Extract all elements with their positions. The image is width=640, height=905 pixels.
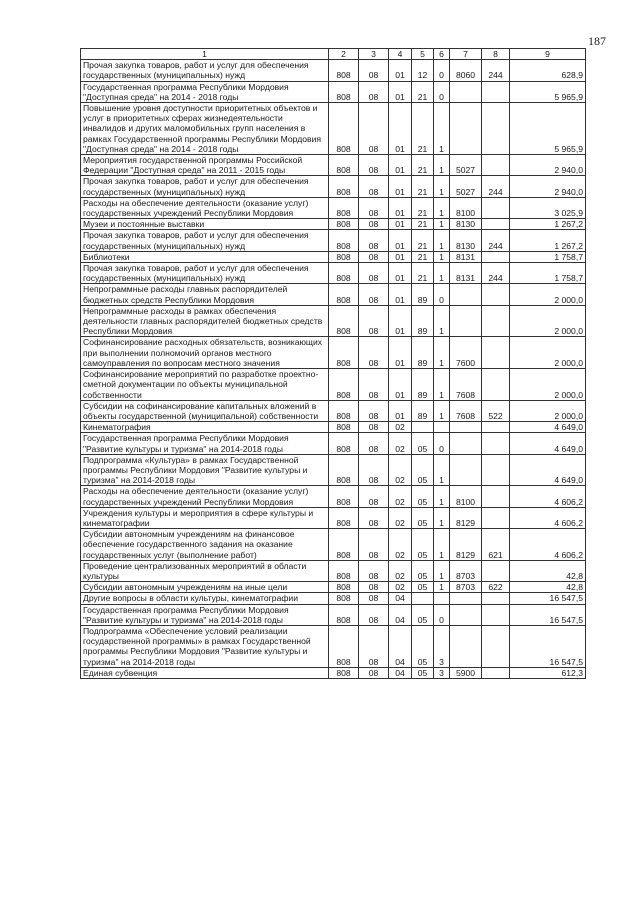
- subsection-code: 01: [389, 197, 412, 218]
- table-row: [81, 263, 586, 284]
- ministry-code: 808: [329, 176, 359, 197]
- ministry-code: 808: [329, 337, 359, 369]
- section-code: 08: [359, 103, 389, 155]
- expense-code: 8100: [450, 486, 482, 507]
- program-code: 05: [412, 454, 434, 486]
- expense-type-code: [482, 103, 510, 155]
- expense-type-code: 244: [482, 176, 510, 197]
- program-code: 05: [412, 582, 434, 593]
- page-number: 187: [588, 34, 606, 48]
- subprogram-code: 1: [434, 454, 450, 486]
- ministry-code: 808: [329, 486, 359, 507]
- row-name: Государственная программа Республики Мордовия "Доступная среда" на 2014 - 2018 годы: [81, 81, 329, 102]
- amount: 42,8: [510, 560, 586, 581]
- table-row: [81, 560, 586, 581]
- row-name: Мероприятия государственной программы Российской Федерации "Доступная среда" на 2011 - 2015 годы: [81, 155, 329, 176]
- section-code: 08: [359, 305, 389, 337]
- expense-code: 8100: [450, 197, 482, 218]
- amount: 16 547,5: [510, 593, 586, 604]
- ministry-code: 808: [329, 529, 359, 561]
- subprogram-code: 1: [434, 507, 450, 528]
- ministry-code: 808: [329, 230, 359, 251]
- section-code: 08: [359, 251, 389, 262]
- expense-type-code: [482, 667, 510, 678]
- program-code: 05: [412, 433, 434, 454]
- section-code: 08: [359, 284, 389, 305]
- program-code: 05: [412, 667, 434, 678]
- expense-code: 8703: [450, 582, 482, 593]
- section-code: 08: [359, 433, 389, 454]
- subsection-code: 04: [389, 625, 412, 667]
- column-header: 1: [81, 49, 329, 60]
- row-name: Прочая закупка товаров, работ и услуг для обеспечения государственных (муниципальных) нужд: [81, 263, 329, 284]
- ministry-code: 808: [329, 400, 359, 421]
- subprogram-code: 1: [434, 529, 450, 561]
- subprogram-code: [434, 593, 450, 604]
- amount: 5 965,9: [510, 103, 586, 155]
- ministry-code: 808: [329, 60, 359, 81]
- program-code: 21: [412, 197, 434, 218]
- subprogram-code: 1: [434, 219, 450, 230]
- expense-code: 5027: [450, 155, 482, 176]
- ministry-code: 808: [329, 219, 359, 230]
- table-body: [81, 60, 586, 679]
- expense-code: 7608: [450, 400, 482, 421]
- subsection-code: 02: [389, 529, 412, 561]
- subprogram-code: 1: [434, 230, 450, 251]
- row-name: Субсидии автономным учреждениям на финансовое обеспечение государственного задания на оказание государственных услуг (выполнение работ): [81, 529, 329, 561]
- amount: 1 758,7: [510, 263, 586, 284]
- ministry-code: 808: [329, 369, 359, 401]
- subsection-code: 02: [389, 454, 412, 486]
- section-code: 08: [359, 625, 389, 667]
- subsection-code: 01: [389, 81, 412, 102]
- row-name: Прочая закупка товаров, работ и услуг для обеспечения государственных (муниципальных) нужд: [81, 60, 329, 81]
- table-row: [81, 103, 586, 155]
- expense-type-code: [482, 337, 510, 369]
- table-row: [81, 529, 586, 561]
- ministry-code: 808: [329, 305, 359, 337]
- expense-type-code: [482, 219, 510, 230]
- ministry-code: 808: [329, 284, 359, 305]
- row-name: Софинансирование мероприятий по разработке проектно-сметной документации по объекты муниципальной собственности: [81, 369, 329, 401]
- expense-code: 8130: [450, 230, 482, 251]
- table-row: [81, 81, 586, 102]
- subprogram-code: 1: [434, 197, 450, 218]
- column-header: 6: [434, 49, 450, 60]
- subprogram-code: 0: [434, 604, 450, 625]
- expense-code: 8060: [450, 60, 482, 81]
- table-row: [81, 219, 586, 230]
- expense-code: 7608: [450, 369, 482, 401]
- amount: 2 000,0: [510, 337, 586, 369]
- section-code: 08: [359, 337, 389, 369]
- table-row: [81, 400, 586, 421]
- subprogram-code: 0: [434, 284, 450, 305]
- expense-code: [450, 625, 482, 667]
- section-code: 08: [359, 529, 389, 561]
- section-code: 08: [359, 507, 389, 528]
- ministry-code: 808: [329, 81, 359, 102]
- expense-code: 8703: [450, 560, 482, 581]
- program-code: 89: [412, 400, 434, 421]
- row-name: Повышение уровня доступности приоритетных объектов и услуг в приоритетных сферах жизнедеятельности инвалидов и других маломобильных групп населения в рамках Государственной программы Республики Мордовия "Доступная среда" на 2014 - 2018 годы: [81, 103, 329, 155]
- expense-type-code: [482, 560, 510, 581]
- row-name: Кинематография: [81, 422, 329, 433]
- expense-type-code: 522: [482, 400, 510, 421]
- expense-type-code: [482, 507, 510, 528]
- table-row: [81, 625, 586, 667]
- amount: 1 758,7: [510, 251, 586, 262]
- subsection-code: 02: [389, 486, 412, 507]
- amount: 4 649,0: [510, 422, 586, 433]
- subsection-code: 02: [389, 582, 412, 593]
- amount: 4 606,2: [510, 529, 586, 561]
- program-code: 21: [412, 219, 434, 230]
- subprogram-code: 1: [434, 305, 450, 337]
- expense-type-code: [482, 454, 510, 486]
- section-code: 08: [359, 369, 389, 401]
- expense-type-code: 244: [482, 230, 510, 251]
- subsection-code: 04: [389, 604, 412, 625]
- subsection-code: 01: [389, 305, 412, 337]
- amount: 16 547,5: [510, 625, 586, 667]
- table-row: [81, 197, 586, 218]
- column-header: 5: [412, 49, 434, 60]
- subsection-code: 01: [389, 60, 412, 81]
- table-row: [81, 507, 586, 528]
- ministry-code: 808: [329, 667, 359, 678]
- row-name: Другие вопросы в области культуры, кинематографии: [81, 593, 329, 604]
- program-code: 05: [412, 529, 434, 561]
- program-code: 12: [412, 60, 434, 81]
- section-code: 08: [359, 197, 389, 218]
- row-name: Субсидии на софинансирование капитальных вложений в объекты государственной (муниципальной) собственности: [81, 400, 329, 421]
- expense-type-code: [482, 625, 510, 667]
- row-name: Проведение централизованных мероприятий в области культуры: [81, 560, 329, 581]
- subsection-code: 02: [389, 422, 412, 433]
- subsection-code: 04: [389, 593, 412, 604]
- table-row: [81, 433, 586, 454]
- expense-code: 8129: [450, 507, 482, 528]
- program-code: 89: [412, 284, 434, 305]
- expense-type-code: [482, 81, 510, 102]
- budget-table: [80, 48, 586, 679]
- row-name: Единая субвенция: [81, 667, 329, 678]
- ministry-code: 808: [329, 582, 359, 593]
- program-code: 05: [412, 560, 434, 581]
- amount: 1 267,2: [510, 230, 586, 251]
- expense-type-code: [482, 604, 510, 625]
- amount: 4 649,0: [510, 433, 586, 454]
- expense-type-code: [482, 486, 510, 507]
- subprogram-code: 0: [434, 81, 450, 102]
- subsection-code: 01: [389, 369, 412, 401]
- amount: 42,8: [510, 582, 586, 593]
- table-row: [81, 582, 586, 593]
- subsection-code: 01: [389, 103, 412, 155]
- table-row: [81, 176, 586, 197]
- section-code: 08: [359, 454, 389, 486]
- expense-code: 7600: [450, 337, 482, 369]
- section-code: 08: [359, 155, 389, 176]
- amount: 3 025,9: [510, 197, 586, 218]
- row-name: Государственная программа Республики Мордовия "Развитие культуры и туризма" на 2014-2018 годы: [81, 433, 329, 454]
- amount: 4 606,2: [510, 507, 586, 528]
- column-header: 9: [510, 49, 586, 60]
- expense-code: [450, 604, 482, 625]
- header-row: [81, 49, 586, 60]
- subprogram-code: 1: [434, 155, 450, 176]
- amount: 4 606,2: [510, 486, 586, 507]
- table-row: [81, 593, 586, 604]
- expense-code: [450, 422, 482, 433]
- column-header: 7: [450, 49, 482, 60]
- expense-code: [450, 81, 482, 102]
- subsection-code: 01: [389, 251, 412, 262]
- amount: 612,3: [510, 667, 586, 678]
- subsection-code: 01: [389, 284, 412, 305]
- amount: 4 649,0: [510, 454, 586, 486]
- expense-type-code: [482, 593, 510, 604]
- subsection-code: 02: [389, 507, 412, 528]
- table-row: [81, 230, 586, 251]
- table-row: [81, 454, 586, 486]
- subprogram-code: 1: [434, 560, 450, 581]
- expense-type-code: [482, 433, 510, 454]
- subprogram-code: 1: [434, 486, 450, 507]
- section-code: 08: [359, 81, 389, 102]
- section-code: 08: [359, 230, 389, 251]
- row-name: Прочая закупка товаров, работ и услуг для обеспечения государственных (муниципальных) нужд: [81, 176, 329, 197]
- subsection-code: 02: [389, 560, 412, 581]
- subprogram-code: 0: [434, 433, 450, 454]
- section-code: 08: [359, 593, 389, 604]
- expense-type-code: [482, 155, 510, 176]
- subprogram-code: 1: [434, 400, 450, 421]
- subsection-code: 01: [389, 230, 412, 251]
- ministry-code: 808: [329, 507, 359, 528]
- ministry-code: 808: [329, 103, 359, 155]
- row-name: Субсидии автономным учреждениям на иные цели: [81, 582, 329, 593]
- amount: 5 965,9: [510, 81, 586, 102]
- expense-type-code: [482, 197, 510, 218]
- subprogram-code: 1: [434, 251, 450, 262]
- ministry-code: 808: [329, 560, 359, 581]
- amount: 2 940,0: [510, 155, 586, 176]
- row-name: Расходы на обеспечение деятельности (оказание услуг) государственных учреждений Республики Мордовия: [81, 486, 329, 507]
- subsection-code: 01: [389, 400, 412, 421]
- table-row: [81, 337, 586, 369]
- section-code: 08: [359, 219, 389, 230]
- expense-code: [450, 454, 482, 486]
- subsection-code: 04: [389, 667, 412, 678]
- subprogram-code: 1: [434, 337, 450, 369]
- section-code: 08: [359, 422, 389, 433]
- program-code: 21: [412, 230, 434, 251]
- ministry-code: 808: [329, 604, 359, 625]
- subprogram-code: 1: [434, 582, 450, 593]
- amount: 16 547,5: [510, 604, 586, 625]
- table-row: [81, 251, 586, 262]
- program-code: [412, 422, 434, 433]
- program-code: 89: [412, 337, 434, 369]
- program-code: 21: [412, 176, 434, 197]
- program-code: 05: [412, 507, 434, 528]
- expense-code: 5027: [450, 176, 482, 197]
- column-header: 8: [482, 49, 510, 60]
- program-code: 89: [412, 305, 434, 337]
- ministry-code: 808: [329, 593, 359, 604]
- expense-type-code: [482, 369, 510, 401]
- table-row: [81, 60, 586, 81]
- ministry-code: 808: [329, 625, 359, 667]
- program-code: 21: [412, 103, 434, 155]
- expense-type-code: [482, 422, 510, 433]
- section-code: 08: [359, 667, 389, 678]
- program-code: 89: [412, 369, 434, 401]
- program-code: 05: [412, 604, 434, 625]
- subprogram-code: 0: [434, 60, 450, 81]
- expense-code: 8129: [450, 529, 482, 561]
- section-code: 08: [359, 560, 389, 581]
- amount: 2 940,0: [510, 176, 586, 197]
- expense-type-code: 622: [482, 582, 510, 593]
- expense-type-code: [482, 305, 510, 337]
- program-code: 21: [412, 251, 434, 262]
- row-name: Подпрограмма «Обеспечение условий реализации государственной программы» в рамках Государственной программы Республики Мордовия "Развитие культуры и туризма" на 2014-2018 годы: [81, 625, 329, 667]
- expense-type-code: 621: [482, 529, 510, 561]
- row-name: Расходы на обеспечение деятельности (оказание услуг) государственных учреждений Республики Мордовия: [81, 197, 329, 218]
- table-row: [81, 305, 586, 337]
- row-name: Библиотеки: [81, 251, 329, 262]
- table-row: [81, 155, 586, 176]
- program-code: 21: [412, 155, 434, 176]
- expense-code: [450, 305, 482, 337]
- row-name: Непрограммные расходы в рамках обеспечения деятельности главных распорядителей бюджетных средств Республики Мордовия: [81, 305, 329, 337]
- expense-type-code: 244: [482, 60, 510, 81]
- ministry-code: 808: [329, 155, 359, 176]
- row-name: Софинансирование расходных обязательств, возникающих при выполнении полномочий органов местного самоуправления по вопросам местного значения: [81, 337, 329, 369]
- program-code: 05: [412, 486, 434, 507]
- subsection-code: 01: [389, 155, 412, 176]
- column-header: 3: [359, 49, 389, 60]
- program-code: 05: [412, 625, 434, 667]
- expense-code: 8131: [450, 251, 482, 262]
- expense-code: [450, 103, 482, 155]
- program-code: 21: [412, 81, 434, 102]
- subprogram-code: 3: [434, 625, 450, 667]
- expense-code: [450, 284, 482, 305]
- section-code: 08: [359, 400, 389, 421]
- expense-type-code: 244: [482, 263, 510, 284]
- ministry-code: 808: [329, 197, 359, 218]
- subsection-code: 01: [389, 176, 412, 197]
- table-row: [81, 486, 586, 507]
- table-row: [81, 284, 586, 305]
- column-header: 4: [389, 49, 412, 60]
- program-code: [412, 593, 434, 604]
- column-header: 2: [329, 49, 359, 60]
- subsection-code: 01: [389, 337, 412, 369]
- subsection-code: 01: [389, 263, 412, 284]
- subprogram-code: 1: [434, 263, 450, 284]
- table-row: [81, 422, 586, 433]
- amount: 2 000,0: [510, 284, 586, 305]
- subsection-code: 01: [389, 219, 412, 230]
- section-code: 08: [359, 60, 389, 81]
- ministry-code: 808: [329, 251, 359, 262]
- row-name: Учреждения культуры и мероприятия в сфере культуры и кинематографии: [81, 507, 329, 528]
- section-code: 08: [359, 582, 389, 593]
- amount: 2 000,0: [510, 400, 586, 421]
- expense-code: [450, 593, 482, 604]
- ministry-code: 808: [329, 433, 359, 454]
- expense-code: 5900: [450, 667, 482, 678]
- ministry-code: 808: [329, 263, 359, 284]
- ministry-code: 808: [329, 422, 359, 433]
- row-name: Непрограммные расходы главных распорядителей бюджетных средств Республики Мордовия: [81, 284, 329, 305]
- section-code: 08: [359, 176, 389, 197]
- amount: 628,9: [510, 60, 586, 81]
- subprogram-code: [434, 422, 450, 433]
- expense-type-code: [482, 284, 510, 305]
- row-name: Государственная программа Республики Мордовия "Развитие культуры и туризма" на 2014-2018 годы: [81, 604, 329, 625]
- row-name: Музеи и постоянные выставки: [81, 219, 329, 230]
- subprogram-code: 3: [434, 667, 450, 678]
- expense-code: 8131: [450, 263, 482, 284]
- table-row: [81, 667, 586, 678]
- row-name: Прочая закупка товаров, работ и услуг для обеспечения государственных (муниципальных) нужд: [81, 230, 329, 251]
- section-code: 08: [359, 486, 389, 507]
- amount: 1 267,2: [510, 219, 586, 230]
- section-code: 08: [359, 263, 389, 284]
- expense-type-code: [482, 251, 510, 262]
- table-row: [81, 369, 586, 401]
- ministry-code: 808: [329, 454, 359, 486]
- amount: 2 000,0: [510, 369, 586, 401]
- subsection-code: 02: [389, 433, 412, 454]
- amount: 2 000,0: [510, 305, 586, 337]
- expense-code: [450, 433, 482, 454]
- program-code: 21: [412, 263, 434, 284]
- table-row: [81, 604, 586, 625]
- subprogram-code: 1: [434, 369, 450, 401]
- row-name: Подпрограмма «Культура» в рамках Государственной программы Республики Мордовия "Развитие культуры и туризма" на 2014-2018 годы: [81, 454, 329, 486]
- section-code: 08: [359, 604, 389, 625]
- subprogram-code: 1: [434, 103, 450, 155]
- expense-code: 8130: [450, 219, 482, 230]
- subprogram-code: 1: [434, 176, 450, 197]
